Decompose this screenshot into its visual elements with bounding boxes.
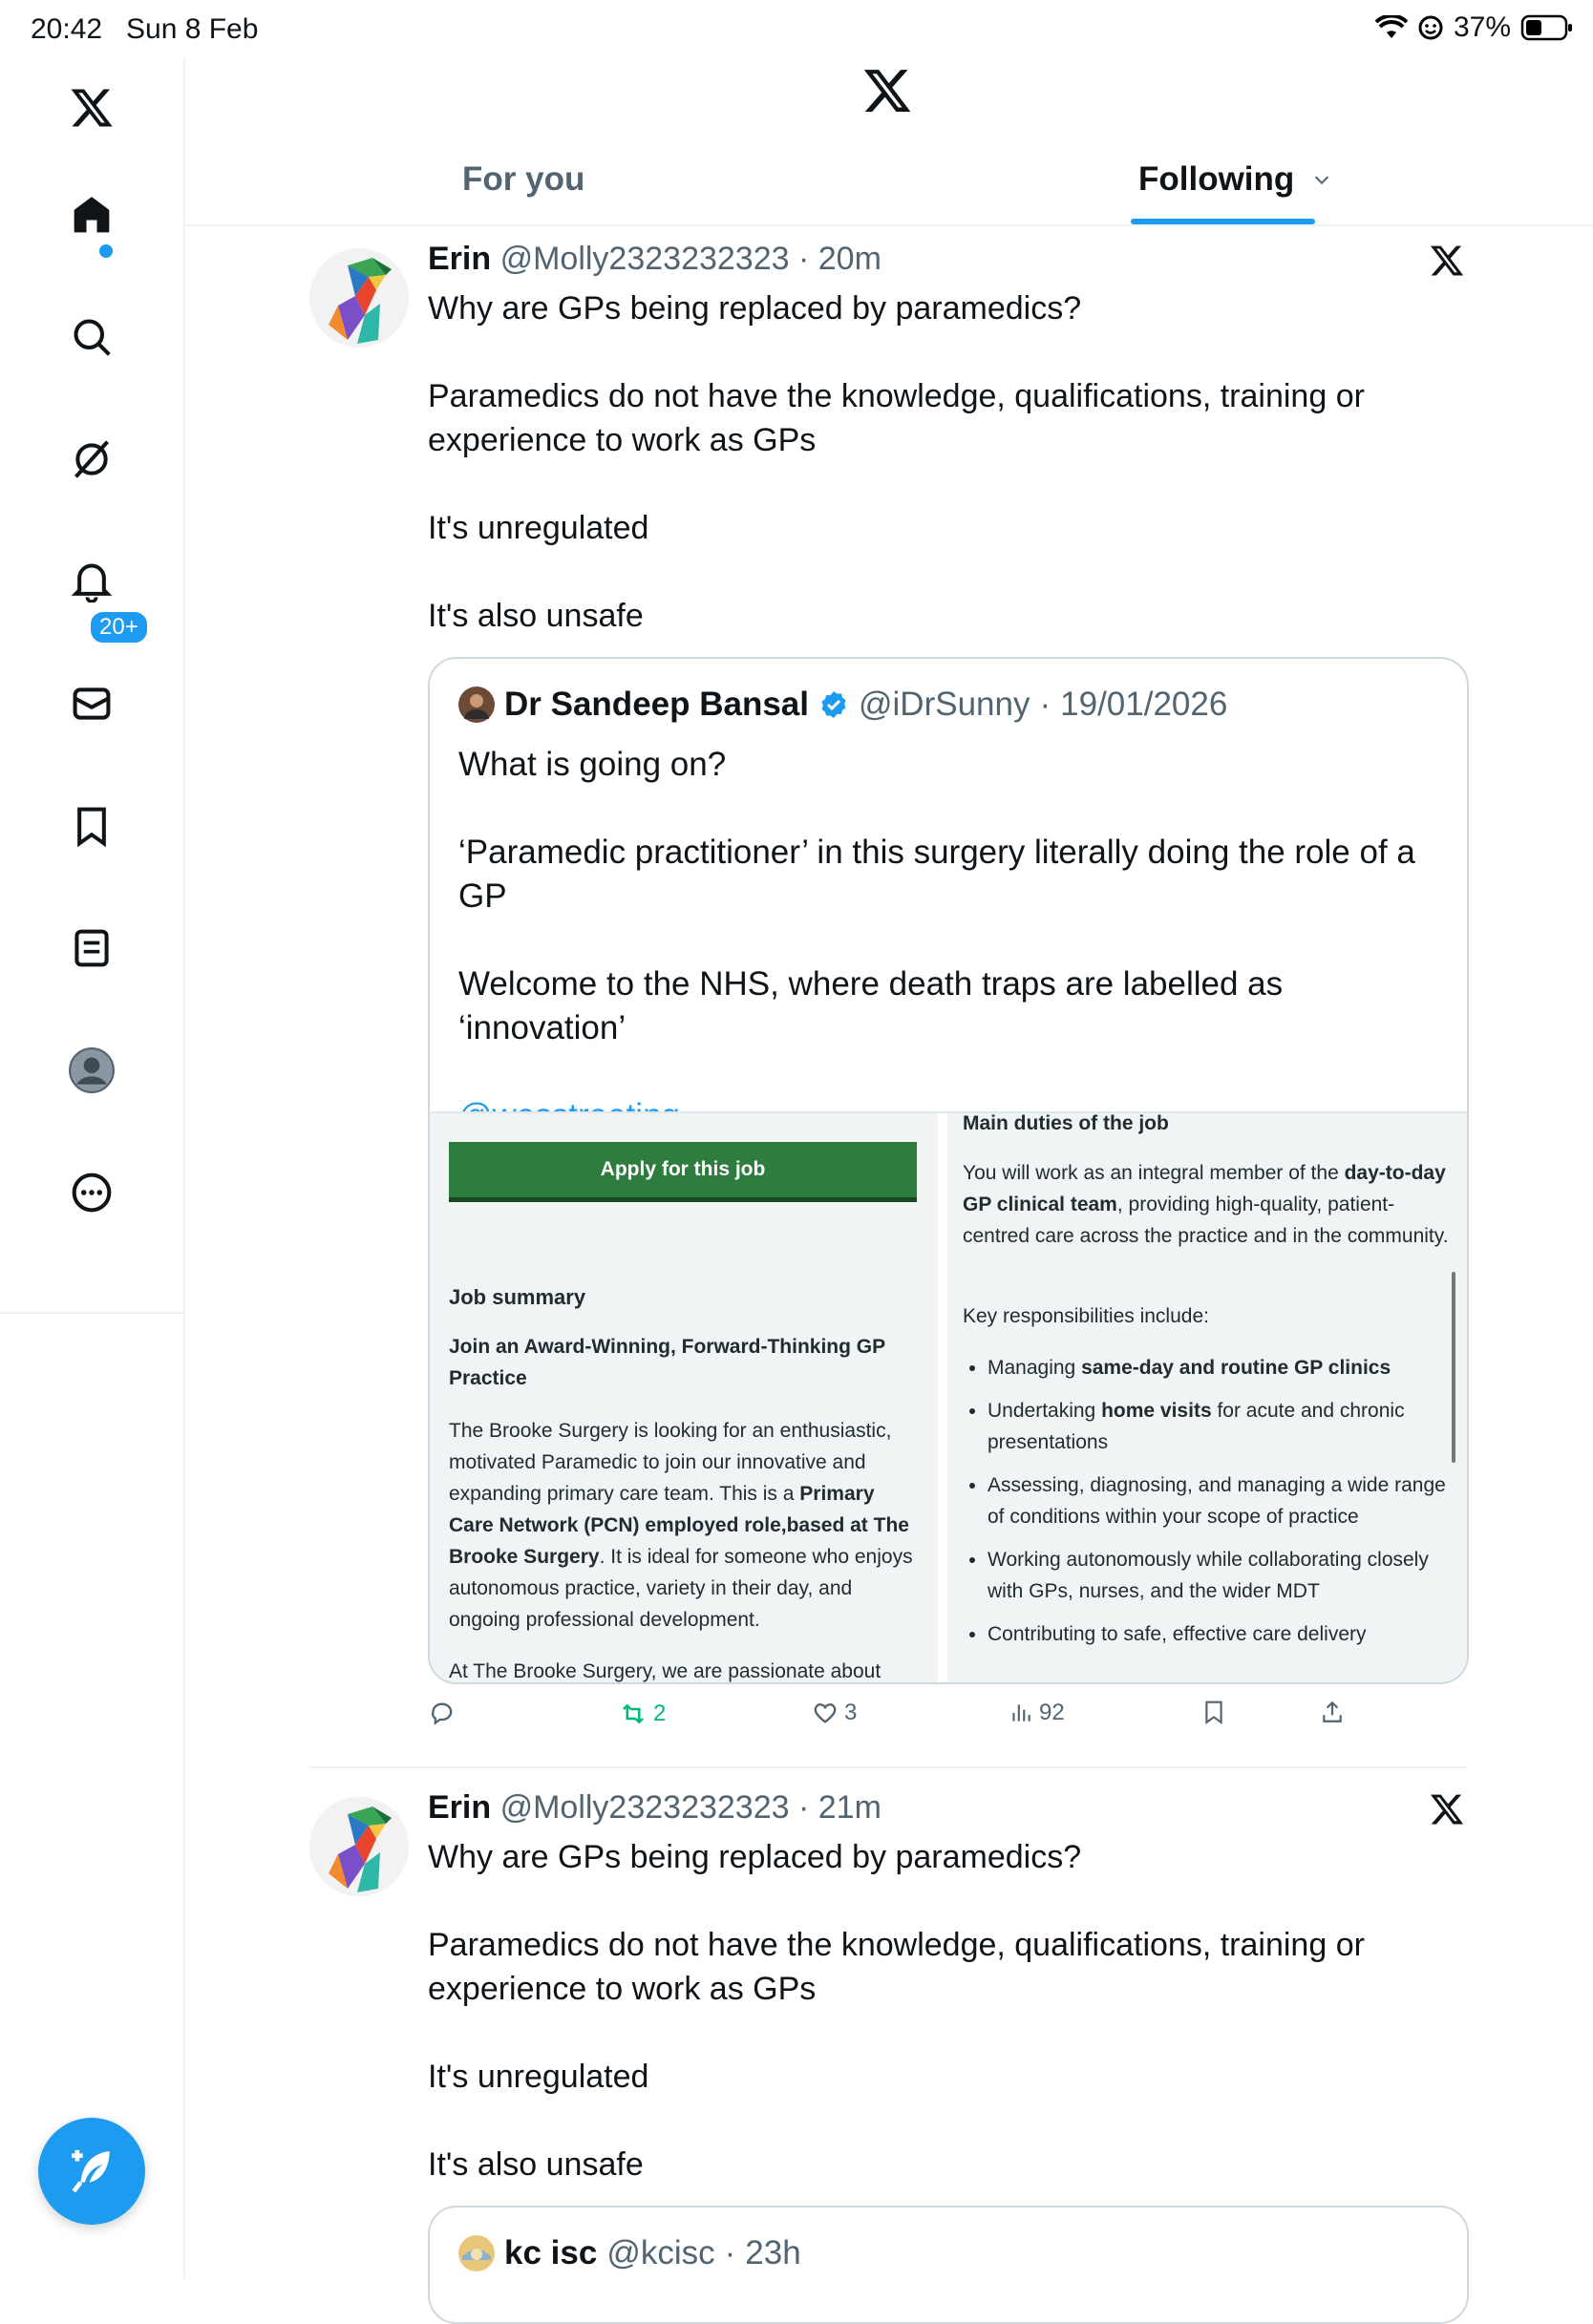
meta-separator: · [797,241,810,277]
repost-icon [619,1700,648,1728]
more-icon[interactable] [64,1165,119,1220]
share-button[interactable] [1320,1700,1345,1724]
wifi-icon [1375,15,1408,40]
list-item: • Contributing to safe, effective care delivery [988,1618,1450,1650]
avatar[interactable] [309,1797,409,1896]
tab-for-you[interactable]: For you [462,160,585,198]
media-scrollbar [1452,1272,1455,1463]
grok-icon[interactable] [64,432,119,487]
notifications-badge: 20+ [88,609,150,645]
job-summary-paragraph-2: At The Brooke Surgery, we are passionate about [449,1660,881,1682]
battery-percent: 37% [1453,11,1511,43]
duties-list [963,1352,1450,1661]
tweet-line: It's unregulated [428,2059,649,2095]
quote-line: What is going on? [458,746,727,783]
quote-author-handle[interactable]: @iDrSunny [859,686,1030,723]
duties-heading: Main duties of the job [963,1112,1169,1134]
messages-icon[interactable] [64,676,119,731]
share-icon [1320,1700,1345,1724]
heart-icon [812,1700,839,1726]
home-unread-dot [99,244,113,258]
list-item: • Managing same-day and routine GP clinics [988,1352,1450,1384]
sidebar-divider [0,1312,183,1314]
list-item: • Undertaking home visits for acute and chronic presentations [988,1395,1450,1458]
meta-separator: · [1039,686,1051,723]
search-icon[interactable] [64,309,119,365]
quote-author-name[interactable]: kc isc [504,2234,598,2271]
compose-post-button[interactable] [38,2118,145,2225]
quote-author-handle[interactable]: @kcisc [606,2234,715,2271]
quote-author-name[interactable]: Dr Sandeep Bansal [504,686,809,723]
quote-line: ‘Paramedic practitioner’ in this surgery literally doing the role of a GP [458,834,1415,915]
bookmark-icon [1201,1700,1226,1724]
tweet-line: Paramedics do not have the knowledge, qualifications, training or experience to work as GPs [428,378,1365,458]
bookmarks-icon[interactable] [64,798,119,854]
views-chart-icon [1009,1701,1033,1725]
repost-button[interactable] [619,1700,666,1728]
job-summary-paragraph: The Brooke Surgery is looking for an enthusiastic, motivated Paramedic to join our innovative and expanding primary care team. This is a Primary Care Network (PCN) employed role,based at The Brooke Surgery. It is ideal for someone who enjoys autonomous practice, variety in their day, and ongoing professional development. [449,1420,913,1631]
views-count: 92 [1039,1700,1065,1725]
header-divider [185,224,1593,226]
author-handle[interactable]: @Molly2323232323 [499,1789,790,1826]
compose-feather-icon [65,2144,118,2198]
duties-intro: Key responsibilities include: [963,1305,1209,1327]
author-name[interactable]: Erin [428,241,492,277]
job-summary-subheading: Join an Award-Winning, Forward-Thinking GP Practice [449,1336,885,1389]
media-separator [938,1113,947,1684]
post-time[interactable]: 21m [818,1789,881,1826]
post-time[interactable]: 20m [818,241,881,277]
like-count: 3 [844,1700,858,1725]
meta-separator: · [797,1789,810,1826]
eagle-avatar-icon [309,248,409,348]
bookmark-button[interactable] [1201,1700,1226,1724]
tweet-header [428,1789,881,1827]
tweet-text [428,1835,1465,2187]
status-time: 20:42 [31,13,103,45]
apply-for-job-button: Apply for this job [449,1142,917,1202]
tab-following[interactable] [1138,160,1332,199]
eagle-avatar-icon [309,1797,409,1896]
battery-icon [1520,14,1574,41]
reply-button[interactable] [430,1700,457,1726]
x-badge-icon [1429,243,1465,284]
home-icon[interactable] [64,187,119,243]
focus-mode-icon [1417,14,1444,41]
notifications-bell-icon[interactable] [64,554,119,609]
quote-header [458,686,1227,724]
chevron-down-icon [1311,169,1332,190]
verified-badge-icon [818,689,849,720]
author-name[interactable]: Erin [428,1789,492,1826]
tweet-text [428,286,1465,638]
reply-icon [430,1700,457,1726]
sidebar [0,57,185,2280]
status-indicators [1375,11,1574,44]
repost-count: 2 [653,1701,667,1726]
quote-media-image[interactable] [430,1111,1467,1684]
quoted-post[interactable] [428,2206,1469,2324]
quote-avatar [458,687,495,723]
quote-avatar [458,2235,495,2271]
quote-date: 19/01/2026 [1060,686,1228,723]
tweet-line: It's also unsafe [428,2146,644,2183]
status-date: Sun 8 Feb [126,13,259,45]
tweet-line: It's also unsafe [428,598,644,634]
x-logo-icon[interactable] [64,80,119,136]
author-handle[interactable]: @Molly2323232323 [499,241,790,277]
job-duties-panel [947,1113,1467,1684]
x-badge-icon [1429,1791,1465,1832]
tweet-divider [309,1766,1467,1768]
tweet-line: Why are GPs being replaced by paramedics? [428,1839,1082,1875]
job-summary-heading: Job summary [449,1285,586,1309]
profile-avatar-icon[interactable] [64,1043,119,1098]
lists-icon[interactable] [64,920,119,976]
quote-time: 23h [745,2234,801,2271]
list-item: • Working autonomously while collaborating closely with GPs, nurses, and the wider MDT [988,1544,1450,1607]
avatar[interactable] [309,248,409,348]
tweet-line: Paramedics do not have the knowledge, qualifications, training or experience to work as GPs [428,1927,1365,2007]
tweet-actions [428,1700,1465,1738]
duties-paragraph: You will work as an integral member of the day-to-day GP clinical team, providing high-quality, patient-centred care across the practice and in the community. [963,1162,1449,1247]
quote-line: Welcome to the NHS, where death traps are labelled as ‘innovation’ [458,965,1284,1046]
list-item: • Assessing, diagnosing, and managing a wide range of conditions within your scope of practice [988,1469,1450,1532]
x-header-logo-icon [861,65,913,121]
views-button[interactable] [1009,1700,1065,1726]
meta-separator: · [724,2234,736,2271]
job-summary-panel [430,1113,938,1684]
quote-header [458,2234,801,2272]
tab-following-label: Following [1138,160,1295,198]
tweet-line: It's unregulated [428,510,649,546]
like-button[interactable] [812,1700,857,1726]
quoted-post[interactable] [428,657,1469,1684]
tweet-header [428,241,881,278]
tweet-line: Why are GPs being replaced by paramedics? [428,290,1082,327]
